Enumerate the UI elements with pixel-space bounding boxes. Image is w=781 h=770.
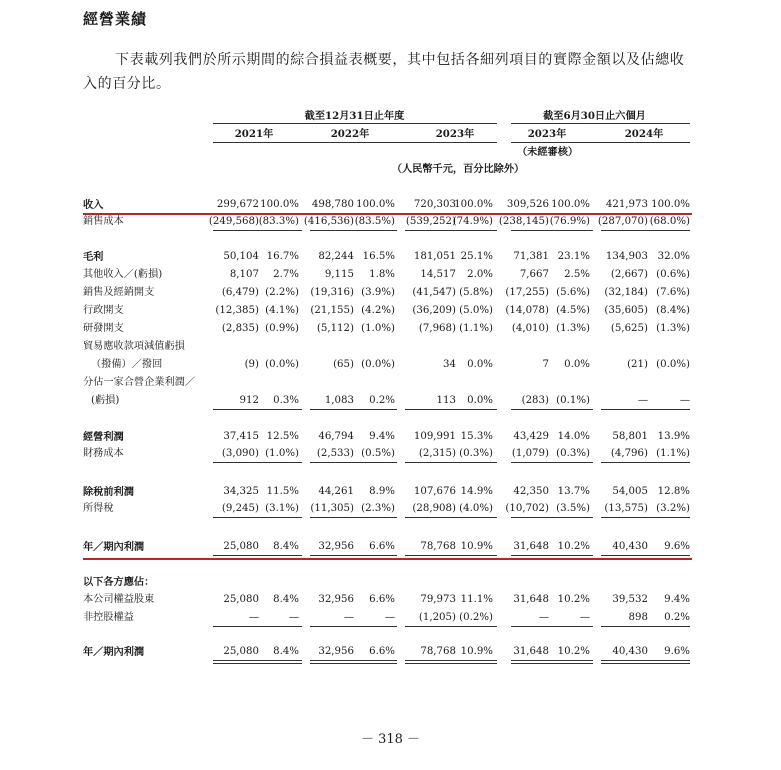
table-cell: 0.2% — [664, 612, 690, 623]
row-label: 收入 — [83, 199, 104, 211]
table-cell: (1.0%) — [265, 448, 299, 459]
table-cell: 78,768 — [420, 646, 456, 657]
intro-paragraph: 下表載列我們於所示期間的綜合損益表概要，其中包括各細列項目的實際金額以及佔總收入的百分比。 — [83, 52, 685, 92]
table-cell: 32.0% — [657, 251, 690, 262]
table-cell: 100.0% — [551, 199, 590, 210]
cell-underline — [405, 660, 497, 661]
cell-underline — [213, 517, 302, 518]
table-cell: (0.3%) — [459, 448, 493, 459]
table-cell: 58,801 — [612, 431, 648, 442]
table-cell: (283) — [521, 395, 549, 406]
cell-double-underline — [601, 663, 690, 664]
table-cell: 8.9% — [369, 486, 395, 497]
cell-underline — [601, 517, 690, 518]
cell-underline — [213, 230, 302, 231]
table-cell: 10.9% — [460, 646, 493, 657]
table-cell: (0.0%) — [656, 359, 690, 370]
header-group1-rule — [213, 123, 497, 124]
table-cell: 2.5% — [564, 269, 590, 280]
table-cell: (4,796) — [610, 448, 648, 459]
table-cell: — — [637, 395, 648, 406]
cell-double-underline — [310, 663, 397, 664]
table-cell: — — [343, 612, 354, 623]
table-cell: 31,648 — [513, 594, 549, 605]
cell-underline — [601, 409, 690, 410]
header-year-3: 2023年 — [435, 128, 475, 140]
row-label-continued: (虧損) — [91, 395, 120, 406]
table-cell: (13,575) — [604, 503, 648, 514]
table-cell: (5.6%) — [556, 287, 590, 298]
row-label-continued: （撥備）／撥回 — [91, 359, 163, 370]
table-cell: (19,316) — [310, 287, 354, 298]
table-cell: 9.4% — [369, 431, 395, 442]
table-cell: (1.1%) — [656, 448, 690, 459]
table-cell: 0.0% — [564, 359, 590, 370]
table-cell: (0.9%) — [265, 323, 299, 334]
table-cell: 10.2% — [557, 541, 590, 552]
revenue-highlight-rule — [83, 213, 692, 215]
table-cell: (1,079) — [511, 448, 549, 459]
table-cell: 181,051 — [413, 251, 456, 262]
table-cell: 46,794 — [318, 431, 354, 442]
table-cell: 54,005 — [612, 486, 648, 497]
table-cell: (1.0%) — [361, 323, 395, 334]
table-cell: (4.1%) — [265, 305, 299, 316]
table-cell: 0.0% — [467, 395, 493, 406]
header-unaudited: （未經審核） — [517, 146, 579, 158]
table-cell: 25.1% — [460, 251, 493, 262]
table-cell: 15.3% — [460, 431, 493, 442]
table-cell: — — [679, 395, 690, 406]
table-cell: (2.2%) — [265, 287, 299, 298]
row-label: 以下各方應佔： — [83, 576, 155, 588]
table-cell: (5,625) — [610, 323, 648, 334]
table-cell: — — [248, 612, 259, 623]
table-cell: 79,973 — [420, 594, 456, 605]
table-cell: 34,325 — [223, 486, 259, 497]
row-label: 年／期內利潤 — [83, 646, 145, 658]
cell-underline — [310, 409, 397, 410]
header-year-rule-1 — [213, 142, 497, 143]
table-cell: (1.3%) — [656, 323, 690, 334]
page-number: － 318 － — [360, 732, 421, 747]
table-cell: (1.1%) — [459, 323, 493, 334]
table-cell: (17,255) — [505, 287, 549, 298]
table-cell: (0.2%) — [459, 612, 493, 623]
table-cell: (83.5%) — [354, 216, 395, 227]
table-cell: (3.9%) — [361, 287, 395, 298]
table-cell: 8.4% — [273, 541, 299, 552]
table-cell: 109,991 — [413, 431, 456, 442]
table-cell: (0.0%) — [265, 359, 299, 370]
table-cell: — — [288, 612, 299, 623]
cell-underline — [213, 462, 302, 463]
cell-double-underline — [213, 663, 302, 664]
table-cell: (0.0%) — [361, 359, 395, 370]
table-cell: (6,479) — [221, 287, 259, 298]
table-cell: 6.6% — [369, 594, 395, 605]
header-group2-rule — [511, 123, 690, 124]
table-cell: (41,547) — [412, 287, 456, 298]
row-label: 毛利 — [83, 251, 104, 263]
cell-underline — [511, 555, 593, 556]
cell-underline — [310, 517, 397, 518]
cell-double-underline — [405, 663, 497, 664]
row-label: 除稅前利潤 — [83, 486, 134, 498]
table-cell: 40,430 — [612, 646, 648, 657]
cell-underline — [511, 517, 593, 518]
table-cell: (1.3%) — [556, 323, 590, 334]
table-cell: 2.0% — [467, 269, 493, 280]
table-cell: 498,780 — [311, 199, 354, 210]
header-unit-note: （人民幣千元，百分比除外） — [391, 163, 525, 175]
table-cell: (5.0%) — [459, 305, 493, 316]
cell-underline — [405, 462, 497, 463]
row-label: 所得稅 — [83, 503, 114, 514]
table-cell: 25,080 — [223, 594, 259, 605]
row-label: 銷售及經銷開支 — [83, 287, 155, 298]
cell-underline — [601, 660, 690, 661]
table-cell: 14,517 — [420, 269, 456, 280]
cell-underline — [511, 462, 593, 463]
row-label: 財務成本 — [83, 448, 124, 459]
table-cell: (11,305) — [310, 503, 354, 514]
table-cell: 0.2% — [369, 395, 395, 406]
row-label: 非控股權益 — [83, 612, 134, 623]
table-cell: (1,205) — [418, 612, 456, 623]
row-label: 經營利潤 — [83, 431, 124, 443]
table-cell: (0.6%) — [656, 269, 690, 280]
header-year-rule-2 — [511, 142, 690, 143]
table-cell: 32,956 — [318, 541, 354, 552]
table-cell: 11.1% — [460, 594, 493, 605]
table-cell: 40,430 — [612, 541, 648, 552]
row-label: 分佔一家合營企業利潤／ — [83, 377, 196, 388]
table-cell: (249,568) — [208, 216, 259, 227]
row-label: 研發開支 — [83, 323, 124, 334]
table-cell: 11.5% — [266, 486, 299, 497]
table-cell: 100.0% — [454, 199, 493, 210]
table-cell: 100.0% — [260, 199, 299, 210]
cell-underline — [511, 409, 593, 410]
table-cell: (14,078) — [505, 305, 549, 316]
table-cell: (0.3%) — [556, 448, 590, 459]
table-cell: 107,676 — [413, 486, 456, 497]
section-heading: 經營業績 — [83, 10, 148, 28]
table-cell: 42,350 — [513, 486, 549, 497]
table-cell: (7.6%) — [656, 287, 690, 298]
table-cell: (2.3%) — [361, 503, 395, 514]
cell-double-underline — [511, 663, 593, 664]
table-cell: (7,968) — [418, 323, 456, 334]
cell-underline — [405, 626, 497, 627]
table-cell: (83.3%) — [258, 216, 299, 227]
cell-underline — [310, 660, 397, 661]
table-cell: 43,429 — [513, 431, 549, 442]
table-cell: 14.0% — [557, 431, 590, 442]
table-cell: (3,090) — [221, 448, 259, 459]
table-cell: 2.7% — [273, 269, 299, 280]
row-label: 貿易應收款項減值虧損 — [83, 341, 185, 352]
table-cell: (9) — [244, 359, 259, 370]
table-cell: — — [579, 612, 590, 623]
table-cell: (68.0%) — [649, 216, 690, 227]
table-cell: 34 — [443, 359, 456, 370]
table-cell: 9.6% — [664, 541, 690, 552]
cell-underline — [511, 230, 593, 231]
table-cell: (76.9%) — [549, 216, 590, 227]
cell-underline — [601, 626, 690, 627]
table-cell: (4,010) — [511, 323, 549, 334]
table-cell: 44,261 — [318, 486, 354, 497]
table-cell: 309,526 — [506, 199, 549, 210]
cell-underline — [511, 660, 593, 661]
table-cell: 78,768 — [420, 541, 456, 552]
table-cell: — — [538, 612, 549, 623]
cell-underline — [405, 230, 497, 231]
table-cell: (21,155) — [310, 305, 354, 316]
cell-underline — [511, 626, 593, 627]
cell-underline — [601, 462, 690, 463]
table-cell: 50,104 — [223, 251, 259, 262]
table-cell: 100.0% — [356, 199, 395, 210]
table-cell: 6.6% — [369, 646, 395, 657]
table-cell: (10,702) — [505, 503, 549, 514]
table-cell: (2,533) — [316, 448, 354, 459]
table-cell: 9,115 — [324, 269, 354, 280]
table-cell: (4.0%) — [459, 503, 493, 514]
cell-underline — [213, 626, 302, 627]
table-cell: (36,209) — [412, 305, 456, 316]
cell-underline — [213, 409, 302, 410]
table-cell: (4.2%) — [361, 305, 395, 316]
table-cell: (65) — [333, 359, 354, 370]
table-cell: (3.1%) — [265, 503, 299, 514]
table-cell: 12.5% — [266, 431, 299, 442]
table-cell: 13.7% — [557, 486, 590, 497]
table-cell: 9.4% — [664, 594, 690, 605]
table-cell: (539,252) — [405, 216, 456, 227]
cell-underline — [405, 409, 497, 410]
table-cell: (5.8%) — [459, 287, 493, 298]
table-cell: (3.5%) — [556, 503, 590, 514]
table-cell: 71,381 — [513, 251, 549, 262]
table-cell: (0.5%) — [361, 448, 395, 459]
header-year-4: 2023年 — [527, 128, 567, 140]
table-cell: 7 — [542, 359, 549, 370]
cell-underline — [405, 517, 497, 518]
table-cell: 31,648 — [513, 646, 549, 657]
table-cell: 32,956 — [318, 646, 354, 657]
table-cell: (287,070) — [597, 216, 648, 227]
header-group-six-months: 截至6月30日止六個月 — [543, 110, 646, 122]
table-cell: (2,667) — [610, 269, 648, 280]
cell-underline — [601, 230, 690, 231]
table-cell: (3.2%) — [656, 503, 690, 514]
table-cell: 912 — [239, 395, 259, 406]
table-cell: (32,184) — [604, 287, 648, 298]
table-cell: 7,667 — [519, 269, 549, 280]
row-label: 行政開支 — [83, 305, 124, 316]
table-cell: 720,303 — [413, 199, 456, 210]
table-cell: 16.5% — [362, 251, 395, 262]
table-cell: — — [384, 612, 395, 623]
table-cell: 10.9% — [460, 541, 493, 552]
table-cell: 25,080 — [223, 541, 259, 552]
table-cell: (416,536) — [303, 216, 354, 227]
table-cell: 421,973 — [605, 199, 648, 210]
row-label: 其他收入／(虧損) — [83, 269, 163, 280]
table-cell: 14.9% — [460, 486, 493, 497]
table-cell: 10.2% — [557, 646, 590, 657]
table-cell: 1.8% — [369, 269, 395, 280]
table-cell: 39,532 — [612, 594, 648, 605]
table-cell: (2,315) — [418, 448, 456, 459]
table-cell: 8,107 — [229, 269, 259, 280]
table-cell: (8.4%) — [656, 305, 690, 316]
table-cell: 898 — [628, 612, 648, 623]
table-cell: (2,835) — [221, 323, 259, 334]
table-cell: 31,648 — [513, 541, 549, 552]
table-cell: 0.0% — [467, 359, 493, 370]
table-cell: 16.7% — [266, 251, 299, 262]
table-cell: 299,672 — [216, 199, 259, 210]
table-cell: 10.2% — [557, 594, 590, 605]
row-label: 本公司權益股東 — [83, 594, 155, 605]
table-cell: (9,245) — [221, 503, 259, 514]
table-cell: 82,244 — [318, 251, 354, 262]
table-cell: (238,145) — [498, 216, 549, 227]
cell-underline — [310, 230, 397, 231]
cell-underline — [405, 555, 497, 556]
header-year-1: 2021年 — [234, 128, 274, 140]
profit-highlight-rule — [83, 558, 692, 560]
table-cell: 1,083 — [324, 395, 354, 406]
header-year-2: 2022年 — [330, 128, 370, 140]
table-cell: 8.4% — [273, 594, 299, 605]
row-label: 銷售成本 — [83, 216, 124, 227]
table-cell: 0.3% — [273, 395, 299, 406]
cell-underline — [213, 555, 302, 556]
table-cell: (12,385) — [215, 305, 259, 316]
table-cell: (28,908) — [412, 503, 456, 514]
table-cell: 8.4% — [273, 646, 299, 657]
table-cell: 23.1% — [557, 251, 590, 262]
table-cell: (74.9%) — [452, 216, 493, 227]
table-cell: (0.1%) — [556, 395, 590, 406]
header-year-5: 2024年 — [624, 128, 664, 140]
cell-underline — [213, 660, 302, 661]
table-cell: (5,112) — [316, 323, 354, 334]
table-cell: 100.0% — [651, 199, 690, 210]
table-cell: 9.6% — [664, 646, 690, 657]
header-group-year-ended: 截至12月31日止年度 — [304, 110, 405, 122]
row-label: 年／期內利潤 — [83, 541, 145, 553]
cell-underline — [310, 462, 397, 463]
table-cell: 32,956 — [318, 594, 354, 605]
table-cell: 37,415 — [223, 431, 259, 442]
table-cell: 25,080 — [223, 646, 259, 657]
table-cell: 134,903 — [605, 251, 648, 262]
table-cell: 12.8% — [657, 486, 690, 497]
table-cell: (35,605) — [604, 305, 648, 316]
table-cell: 13.9% — [657, 431, 690, 442]
table-cell: 113 — [436, 395, 456, 406]
table-cell: 6.6% — [369, 541, 395, 552]
table-cell: (21) — [627, 359, 648, 370]
cell-underline — [601, 555, 690, 556]
table-cell: (4.5%) — [556, 305, 590, 316]
cell-underline — [310, 555, 397, 556]
cell-underline — [310, 626, 397, 627]
